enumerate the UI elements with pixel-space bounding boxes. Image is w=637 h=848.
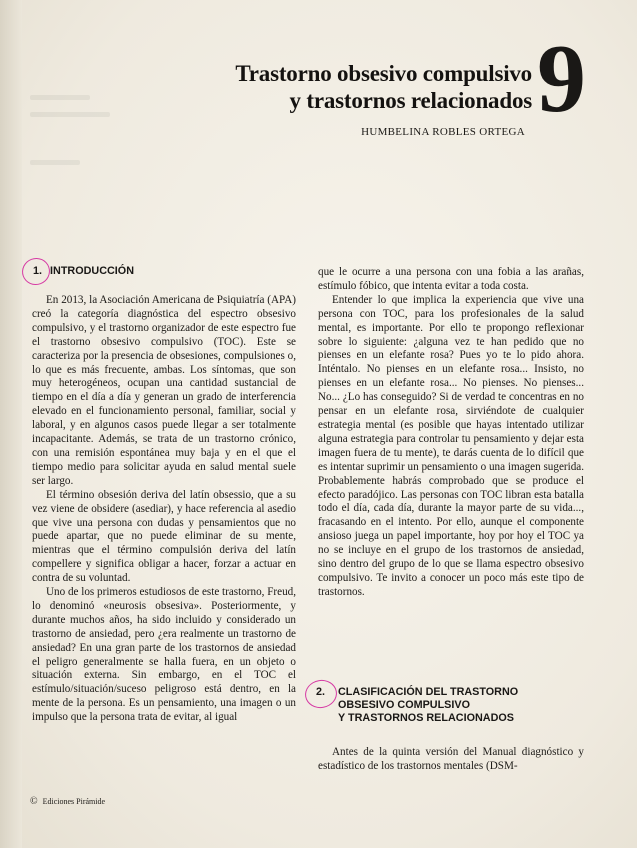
section-2-body xyxy=(318,746,584,774)
bleed-through-text xyxy=(30,112,110,117)
page-footer xyxy=(30,796,105,807)
section-2-number: 2. xyxy=(316,686,326,698)
page-gutter xyxy=(0,0,22,848)
paragraph: Entender lo que implica la experiencia que vive una persona con TOC, para los profesionales de la salud mental, es importante. Por ello te propongo reflexionar sobre lo siguiente: ¿alguna vez te han pedido que no pienses en un elefante rosa? Pues yo te lo pido ahora. Inténtalo. No pienses en un elefante rosa... Insisto, no pienses en un elefante rosa... No pienses. No pienses... No... ¿Lo has conseguido? Si de verdad te concentras en no pensar en un elefante rosa, sirviéndote de cualquier estrategia mental (es posible que hayas intentado utilizar alguna estrategia para controlar tu pensamiento y dejar esta imagen fuera de tu mente), te darás cuenta de lo difícil que es intentar suprimir un pensamiento o una imagen sugerida. Probablemente habrás comprobado que se produce el efecto paradójico. Las personas con TOC libran esta batalla todo el día, cada día, durante la mayor parte de su vida..., fracasando en el intento. Por ello, aunque el componente ansioso juega un papel importante, hoy por hoy el TOC ya no se incluye en el grupo de los trastornos de ansiedad, sino dentro del grupo de lo que se llama espectro obsesivo compulsivo. Te invito a conocer un poco más este tipo de trastornos. xyxy=(318,293,584,598)
paragraph-continuation: que le ocurre a una persona con una fobia a las arañas, estímulo fóbico, que intenta evitar a toda costa. xyxy=(318,266,584,292)
paragraph: Antes de la quinta versión del Manual diagnóstico y estadístico de los trastornos mentales (DSM- xyxy=(318,746,584,772)
chapter-title xyxy=(235,60,532,114)
paragraph: El término obsesión deriva del latín obsessio, que a su vez viene de obsidere (asediar), y hace referencia al asedio que vive una persona con dudas y pensamientos que no puede apartar, que no puede eliminar de su mente, mientras que el término compulsión deriva del latín compellere y significa obligar a hacer, forzar a actuar en contra de su voluntad. xyxy=(32,488,296,585)
chapter-number: 9 xyxy=(537,25,586,133)
copyright-symbol: © xyxy=(30,796,38,807)
section-1-title: INTRODUCCIÓN xyxy=(50,265,134,277)
bleed-through-text xyxy=(30,160,80,165)
section-1-heading xyxy=(33,265,134,278)
chapter-author: HUMBELINA ROBLES ORTEGA xyxy=(361,126,525,138)
chapter-title-line-1: Trastorno obsesivo compulsivo xyxy=(235,61,532,86)
chapter-title-line-2: y trastornos relacionados xyxy=(289,88,532,113)
section-2-title-line-2: OBSESIVO COMPULSIVO xyxy=(338,699,470,711)
publisher-name: Ediciones Pirámide xyxy=(42,797,106,806)
paragraph: En 2013, la Asociación Americana de Psiquiatría (APA) creó la categoría diagnóstica del espectro obsesivo compulsivo, y el trastorno organizador de este espectro fue el trastorno obsesivo compulsivo (TOC). Este se caracteriza por la presencia de obsesiones, compulsiones o, lo que es más frecuente, ambas. Los síntomas, que son muy heterogéneos, ocupan una cantidad sustancial de tiempo en el día a día y generan un grado de interferencia elevado en el funcionamiento personal, familiar, social y laboral, y en algunos casos puede llegar a ser totalmente incapacitante. Además, se trata de un trastorno crónico, con una remisión espontánea muy baja y en el que el tiempo medio para solicitar ayuda en salud mental suele ser largo. xyxy=(32,294,296,487)
bleed-through-text xyxy=(30,95,90,100)
left-column xyxy=(32,294,296,725)
section-2-title-line-3: Y TRASTORNOS RELACIONADOS xyxy=(338,712,514,724)
section-1-number: 1. xyxy=(33,265,43,277)
paragraph: Uno de los primeros estudiosos de este trastorno, Freud, lo denominó «neurosis obsesiva». Posteriormente, y durante muchos años, ha sido incluido y considerado un trastorno de ansiedad, pero ¿era realmente un trastorno de ansiedad? En una gran parte de los trastornos de ansiedad el peligro generalmente se halla fuera, en un objeto o situación externa. Sin embargo, en el TOC el estímulo/situación/suceso peligroso está dentro, en la mente de la persona. Es un pensamiento, una imagen o un impulso que la persona trata de evitar, al igual xyxy=(32,586,297,724)
section-2-title-line-1: CLASIFICACIÓN DEL TRASTORNO xyxy=(338,686,519,698)
right-column xyxy=(318,266,584,600)
